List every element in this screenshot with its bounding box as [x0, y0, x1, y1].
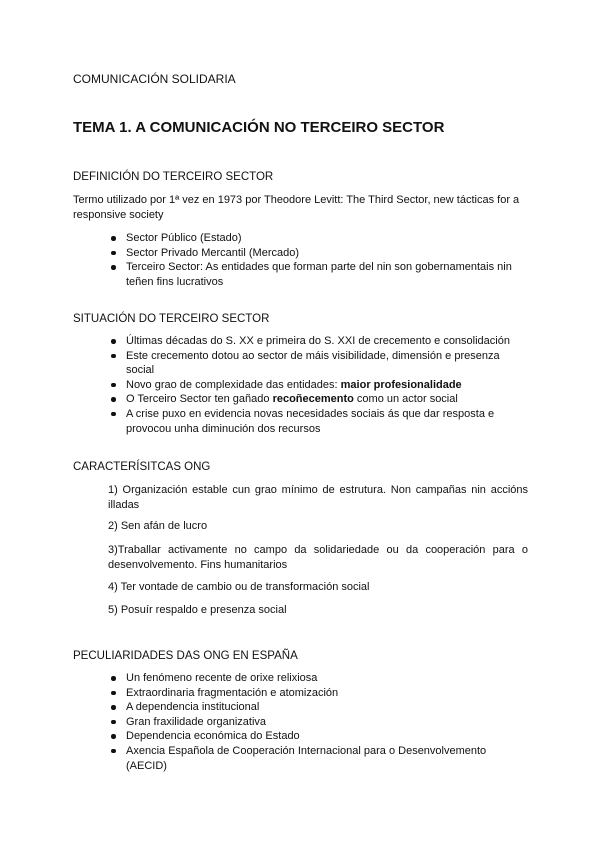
section-heading-caracteristicas: CARACTERÍSITCAS ONG — [73, 461, 211, 473]
item-text: como un actor social — [353, 393, 458, 406]
list-item: Extraordinaria fragmentación e atomización — [73, 686, 523, 701]
peculiarities-list — [73, 671, 523, 773]
item-text: O Terceiro Sector ten gañado — [126, 393, 273, 406]
list-item: Axencia Española de Cooperación Internacional para o Desenvolvemento (AECID) — [73, 744, 523, 773]
list-item: Dependencia económica do Estado — [73, 729, 523, 744]
numbered-item: 4) Ter vontade de cambio ou de transformación social — [108, 581, 370, 593]
section-heading-definicion: DEFINICIÓN DO TERCEIRO SECTOR — [73, 171, 274, 183]
list-item — [73, 392, 523, 407]
section-heading-situacion: SITUACIÓN DO TERCEIRO SECTOR — [73, 313, 270, 325]
item-bold-text: maior profesionalidade — [340, 378, 462, 391]
item-bold-text: recoñecemento — [272, 393, 354, 406]
list-item — [73, 378, 523, 393]
list-item: Sector Privado Mercantil (Mercado) — [73, 246, 523, 261]
list-item: Terceiro Sector: As entidades que forman parte del nin son gobernamentais nin teñen fins lucrativos — [73, 260, 523, 289]
page-title: TEMA 1. A COMUNICACIÓN NO TERCEIRO SECTOR — [73, 119, 445, 136]
document-header: COMUNICACIÓN SOLIDARIA — [73, 72, 236, 86]
numbered-item: 3)Traballar activamente no campo da solidariedade ou da cooperación para o desenvolvemento. Fins humanitarios — [108, 544, 528, 571]
list-item: Este crecemento dotou ao sector de máis visibilidade, dimensión e presenza social — [73, 349, 523, 378]
list-item: A dependencia institucional — [73, 700, 523, 715]
situation-list — [73, 334, 523, 436]
section-heading-peculiaridades: PECULIARIDADES DAS ONG EN ESPAÑA — [73, 650, 298, 662]
numbered-item: 2) Sen afán de lucro — [108, 520, 208, 532]
list-item: A crise puxo en evidencia novas necesidades sociais ás que dar resposta e provocou unha diminución dos recursos — [73, 407, 523, 436]
list-item: Gran fraxilidade organizativa — [73, 715, 523, 730]
item-text: Novo grao de complexidade das entidades: — [126, 378, 341, 391]
list-item: Últimas décadas do S. XX e primeira do S. XXI de crecemento e consolidación — [73, 334, 523, 349]
numbered-item: 5) Posuír respaldo e presenza social — [108, 604, 287, 616]
list-item: Un fenómeno recente de orixe relixiosa — [73, 671, 523, 686]
list-item: Sector Público (Estado) — [73, 231, 523, 246]
numbered-item: 1) Organización estable cun grao mínimo de estrutura. Non campañas nin accións illadas — [108, 484, 528, 511]
definition-paragraph: Termo utilizado por 1ª vez en 1973 por Theodore Levitt: The Third Sector, new tácticas for a responsive society — [73, 194, 520, 221]
definition-list — [73, 231, 523, 289]
